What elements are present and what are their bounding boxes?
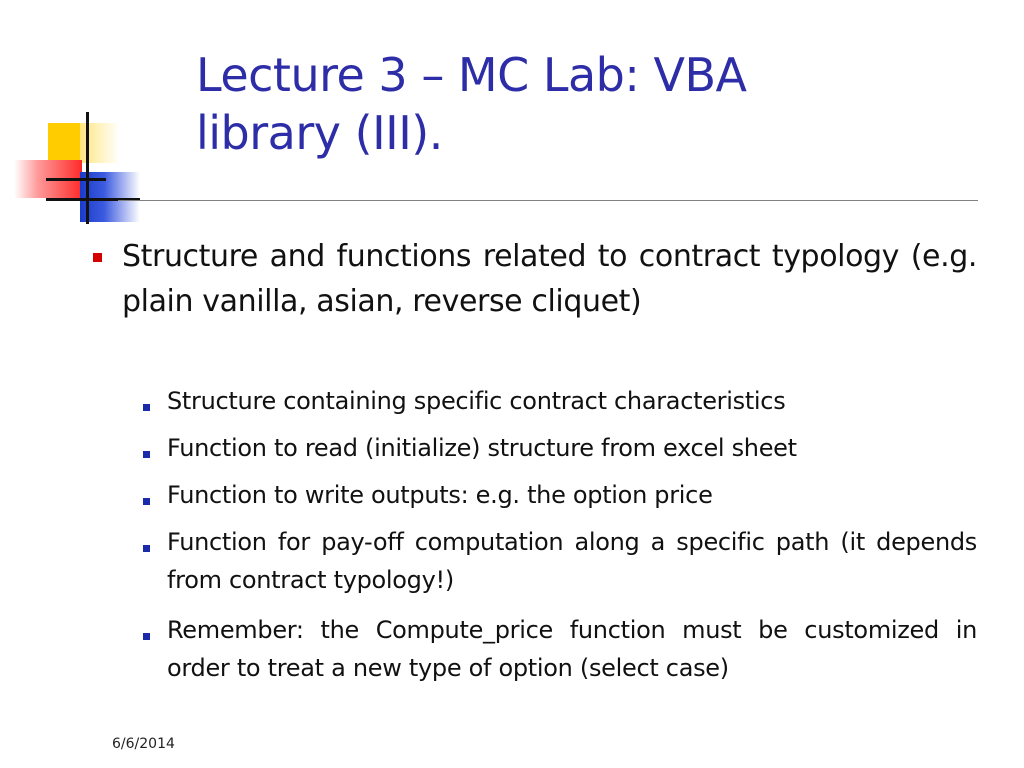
sub-bullet-text: Function to write outputs: e.g. the option price bbox=[167, 481, 713, 509]
bullet-level1-text: Structure and functions related to contract typology (e.g. plain vanilla, asian, reverse cliquet) bbox=[122, 239, 977, 319]
sub-bullet-text: Function to read (initialize) structure from excel sheet bbox=[167, 434, 797, 462]
bullet-marker-level1 bbox=[93, 253, 102, 262]
slide-title-line-2: library (III). bbox=[196, 106, 443, 160]
bullet-marker-level2 bbox=[143, 498, 150, 505]
bullet-marker-level2 bbox=[143, 451, 150, 458]
bullet-marker-level2 bbox=[143, 633, 150, 640]
slide-title-line-1: Lecture 3 – MC Lab: VBA bbox=[196, 48, 747, 102]
slide-title bbox=[196, 46, 976, 162]
sub-bullet-text: Function for pay-off computation along a specific path (it depends from contract typology!) bbox=[167, 528, 977, 594]
sub-bullet-text: Remember: the Compute_price function must be customized in order to treat a new type of option (select case) bbox=[167, 616, 977, 682]
header-divider bbox=[118, 200, 978, 201]
slide-logo-decoration bbox=[0, 0, 140, 230]
bullet-marker-level2 bbox=[143, 404, 150, 411]
slide-date: 6/6/2014 bbox=[112, 736, 175, 752]
logo-horizontal-line-top bbox=[46, 178, 106, 181]
logo-yellow-square bbox=[48, 123, 80, 163]
logo-vertical-line bbox=[86, 112, 89, 224]
sub-bullet-text: Structure containing specific contract characteristics bbox=[167, 387, 786, 415]
bullet-marker-level2 bbox=[143, 545, 150, 552]
